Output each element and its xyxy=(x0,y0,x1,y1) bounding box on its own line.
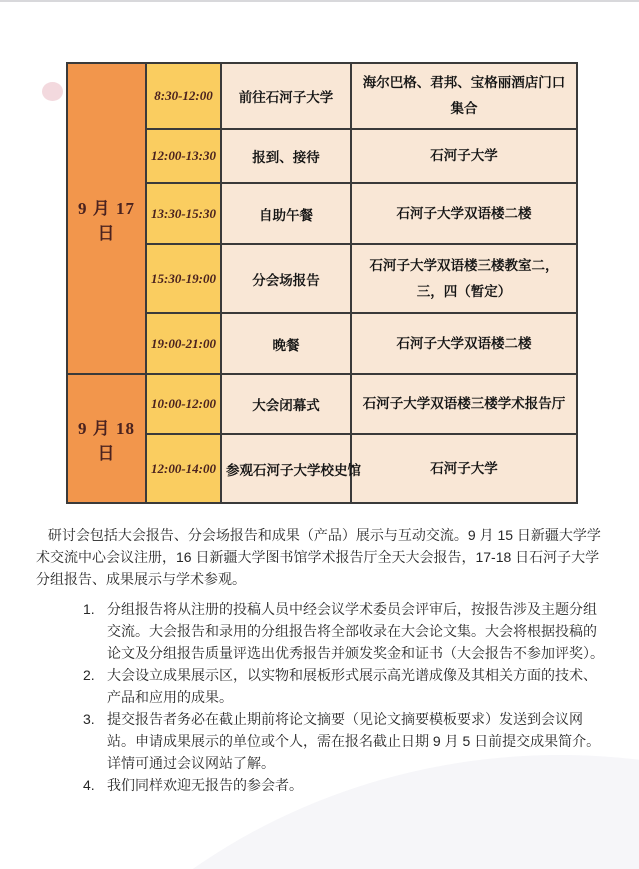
location-cell: 石河子大学双语楼三楼教室二，三，四（暂定） xyxy=(351,244,577,313)
date-cell-sep17: 9 月 17 日 xyxy=(67,63,146,374)
activity-cell: 报到、接待 xyxy=(221,129,351,183)
time-cell: 12:00-13:30 xyxy=(146,129,221,183)
table-row xyxy=(67,374,577,434)
location-cell: 石河子大学 xyxy=(351,434,577,503)
activity-cell: 前往石河子大学 xyxy=(221,63,351,129)
list-item-text: 我们同样欢迎无报告的参会者。 xyxy=(107,777,303,793)
top-divider-line xyxy=(0,0,639,2)
list-item-number: 1. xyxy=(83,601,95,617)
body-text-block xyxy=(36,524,604,796)
date-cell-sep18: 9 月 18 日 xyxy=(67,374,146,503)
location-cell: 石河子大学双语楼三楼学术报告厅 xyxy=(351,374,577,434)
list-item-number: 2. xyxy=(83,667,95,683)
list-item-number: 3. xyxy=(83,711,95,727)
notes-list xyxy=(36,598,604,796)
time-cell: 8:30-12:00 xyxy=(146,63,221,129)
location-cell: 石河子大学 xyxy=(351,129,577,183)
location-cell: 石河子大学双语楼二楼 xyxy=(351,313,577,374)
list-item-4 xyxy=(36,774,604,796)
schedule-table xyxy=(66,62,578,504)
time-cell: 12:00-14:00 xyxy=(146,434,221,503)
list-item-text: 提交报告者务必在截止期前将论文摘要（见论文摘要模板要求）发送到会议网站。申请成果展示的单位或个人，需在报名截止日期 9 月 5 日前提交成果简介。详情可通过会议网站了解。 xyxy=(107,711,601,771)
list-item-3 xyxy=(36,708,604,774)
table-row xyxy=(67,63,577,129)
list-item-text: 分组报告将从注册的投稿人员中经会议学术委员会评审后，按报告涉及主题分组交流。大会报告和录用的分组报告将全部收录在大会论文集。大会将根据投稿的论文及分组报告质量评选出优秀报告并颁发奖金和证书（大会报告不参加评奖）。 xyxy=(107,601,604,661)
time-cell: 15:30-19:00 xyxy=(146,244,221,313)
list-item-1 xyxy=(36,598,604,664)
time-cell: 10:00-12:00 xyxy=(146,374,221,434)
activity-cell: 大会闭幕式 xyxy=(221,374,351,434)
list-item-number: 4. xyxy=(83,777,95,793)
pink-dot-decoration xyxy=(42,82,63,101)
activity-cell: 分会场报告 xyxy=(221,244,351,313)
list-item-2 xyxy=(36,664,604,708)
time-cell: 13:30-15:30 xyxy=(146,183,221,244)
location-cell: 石河子大学双语楼二楼 xyxy=(351,183,577,244)
intro-paragraph: 研讨会包括大会报告、分会场报告和成果（产品）展示与互动交流。9 月 15 日新疆大学学术交流中心会议注册，16 日新疆大学图书馆学术报告厅全天大会报告，17-18 日石河子大学分组报告、成果展示与学术参观。 xyxy=(36,527,601,587)
time-cell: 19:00-21:00 xyxy=(146,313,221,374)
list-item-text: 大会设立成果展示区，以实物和展板形式展示高光谱成像及其相关方面的技术、产品和应用的成果。 xyxy=(107,667,597,705)
activity-cell: 参观石河子大学校史馆 xyxy=(221,434,351,503)
location-cell: 海尔巴格、君邦、宝格丽酒店门口集合 xyxy=(351,63,577,129)
activity-cell: 晚餐 xyxy=(221,313,351,374)
activity-cell: 自助午餐 xyxy=(221,183,351,244)
